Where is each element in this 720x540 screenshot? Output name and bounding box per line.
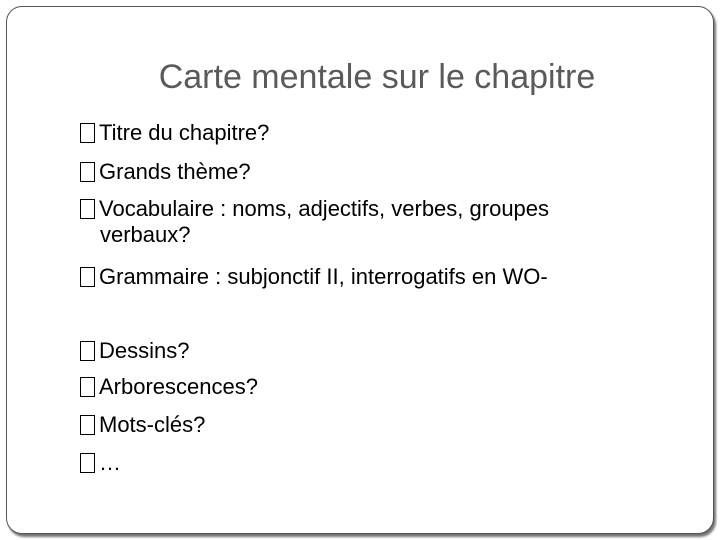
bullet-text: Titre du chapitre?	[99, 120, 270, 145]
bullet-text: …	[99, 450, 121, 475]
bullet-text: Vocabulaire : noms, adjectifs, verbes, groupes	[99, 196, 550, 221]
bullet-text: Grands thème?	[99, 159, 251, 184]
list-item	[80, 338, 189, 364]
bullet-text: Grammaire : subjonctif II, interrogatifs en WO-	[99, 264, 548, 289]
bullet-continuation-text: verbaux?	[100, 222, 191, 247]
bullet-text: Arborescences?	[99, 374, 258, 399]
square-bullet-icon	[80, 377, 95, 397]
list-item	[80, 159, 251, 185]
square-bullet-icon	[80, 341, 95, 361]
list-item	[80, 120, 269, 146]
list-item	[80, 412, 205, 438]
square-bullet-icon	[80, 162, 95, 182]
bullet-text: Dessins?	[99, 338, 190, 363]
list-item	[80, 196, 549, 248]
square-bullet-icon	[80, 415, 95, 435]
bullet-text: Mots-clés?	[99, 412, 206, 437]
square-bullet-icon	[80, 199, 95, 219]
square-bullet-icon	[80, 453, 95, 473]
square-bullet-icon	[80, 123, 95, 143]
list-item	[80, 374, 258, 400]
list-item	[80, 450, 121, 476]
list-item	[80, 264, 548, 290]
slide-title: Carte mentale sur le chapitre	[158, 58, 596, 96]
square-bullet-icon	[80, 267, 95, 287]
